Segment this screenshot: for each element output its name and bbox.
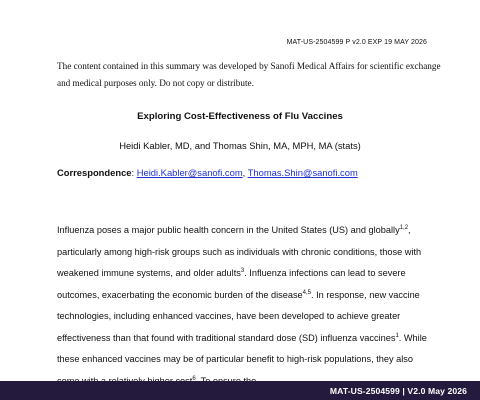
reference-superscript: 1 <box>395 332 399 339</box>
correspondence-label: Correspondence <box>57 167 132 178</box>
correspondence-line <box>57 167 358 178</box>
reference-superscript: 4,5 <box>302 289 312 296</box>
document-title: Exploring Cost-Effectiveness of Flu Vaccines <box>137 111 343 122</box>
body-text-segment: Influenza poses a major public health concern in the United States (US) and globally <box>57 225 400 235</box>
authors-line: Heidi Kabler, MD, and Thomas Shin, MA, MPH, MA (stats) <box>119 140 361 151</box>
body-text-segment: , particularly among high-risk groups such as individuals with chronic conditions, those with weakened immune systems, and older adults <box>57 225 422 278</box>
footer-label: MAT-US-2504599 | V2.0 May 2026 <box>329 385 467 396</box>
footer-bar <box>0 381 480 400</box>
body-text-segment: . In response, new vaccine technologies, including enhanced vaccines, have been developed to achieve greater effectiveness than that found with traditional standard dose (SD) influenza vaccines <box>57 289 420 343</box>
body-text-segment: . While these enhanced vaccines may be of particular benefit to high-risk populations, they also <box>57 332 427 364</box>
reference-superscript: 1,2 <box>399 224 409 231</box>
email-link-kabler[interactable]: Heidi.Kabler@sanofi.com <box>136 167 243 178</box>
correspondence-separator: : <box>131 167 137 178</box>
email-link-shin[interactable]: Thomas.Shin@sanofi.com <box>247 167 358 178</box>
email-separator: , <box>242 167 248 178</box>
reference-superscript: 3 <box>240 267 245 274</box>
document-code: MAT-US-2504599 P v2.0 EXP 19 MAY 2026 <box>286 39 427 46</box>
body-paragraph <box>57 220 427 392</box>
body-text-segment: . Influenza infections can lead to severe outcomes, exacerbating the economic burden of the disease <box>57 268 406 300</box>
disclaimer-text: The content contained in this summary was developed by Sanofi Medical Affairs for scientific exchange and medical purposes only. Do not copy or distribute. <box>57 61 441 88</box>
reference-superscript: 6 <box>192 375 196 382</box>
